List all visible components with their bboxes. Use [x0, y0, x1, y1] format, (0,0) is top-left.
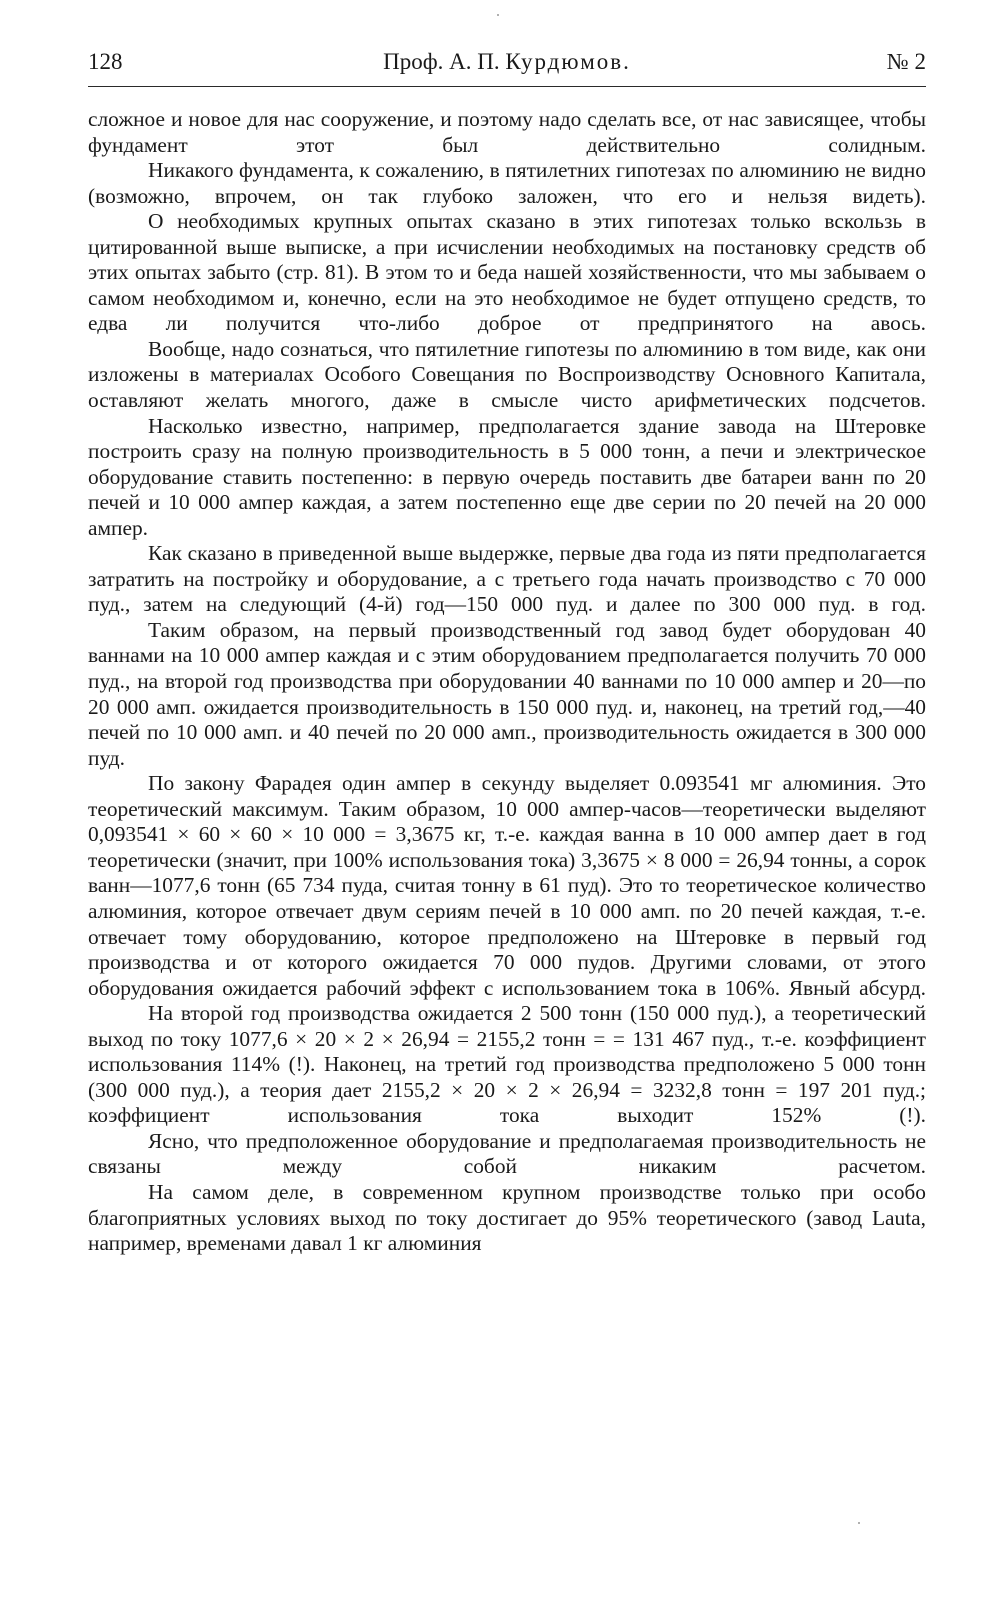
paragraph: Насколько известно, например, предполагается здание завода на Штеровке построить сразу на полную производительность в 5 000 тонн, а печи и электрическое оборудование ставить постепенно: в первую очередь поставить две батареи ванн по 20 печей и 10 000 ампер каждая, а затем постепенно еще две серии по 20 печей на 20 000 ампер.: [88, 413, 926, 540]
journal-page: [88, 40, 926, 1257]
paragraph-continued: сложное и новое для нас сооружение, и поэтому надо сделать все, от нас зависящее, чтобы фундамент этот был действительно солидным.: [88, 107, 926, 157]
issue-number: № 2: [886, 49, 926, 74]
paragraph: Как сказано в приведенной выше выдержке, первые два года из пяти предполагается затратить на постройку и оборудование, а с третьего года начать производство с 70 000 пуд., затем на следующий (4-й) год—150 000 пуд. и далее по 300 000 пуд. в год.: [88, 541, 926, 617]
running-header: [88, 40, 926, 84]
author-surname: Курдюмов.: [505, 49, 631, 74]
scan-speck: [497, 14, 499, 16]
page-number: 128: [88, 49, 123, 74]
article-body: [88, 107, 926, 1257]
paragraph: Таким образом, на первый производственный год завод будет оборудован 40 ваннами на 10 000 ампер каждая и с этим оборудованием предполагается получить 70 000 пуд., на второй год производства при оборудовании 40 ваннами по 10 000 ампер и 20—по 20 000 амп. ожидается производительность в 150 000 пуд. и, наконец, на третий год,—40 печей по 10 000 амп. и 40 печей по 20 000 амп., производительность ожидается в 300 000 пуд.: [88, 617, 926, 770]
paragraph-continues: На самом деле, в современном крупном производстве только при особо благоприятных условиях выход по току достигает до 95% теоретического (завод Lauta, например, временами давал 1 кг алюминия: [88, 1179, 926, 1256]
paragraph: По закону Фарадея один ампер в секунду выделяет 0.093541 мг алюминия. Это теоретический максимум. Таким образом, 10 000 ампер-часов—теоретически выделяют 0,093541 × 60 × 60 × 10 000 = 3,3675 кг, т.-е. каждая ванна в 10 000 ампер дает в год теоретически (значит, при 100% использования тока) 3,3675 × 8 000 = 26,94 тонны, а сорок ванн—1077,6 тонн (65 734 пуда, считая тонну в 61 пуд). Это то теоретическое количество алюминия, которое отвечает двум сериям печей в 10 000 амп. по 20 печей каждая, т.-е. отвечает тому оборудованию, которое предположено на Штеровке в первый год производства и от которого ожидается 70 000 пудов. Другими словами, от этого оборудования ожидается рабочий эффект с использованием тока в 106%. Явный абсурд.: [88, 771, 926, 1000]
running-title: [88, 48, 926, 76]
paragraph: Никакого фундамента, к сожалению, в пятилетних гипотезах по алюминию не видно (возможно, впрочем, он так глубоко заложен, что его и нельзя видеть).: [88, 158, 926, 208]
paragraph: На второй год производства ожидается 2 500 тонн (150 000 пуд.), а теоретический выход по току 1077,6 × 20 × 2 × 26,94 = 2155,2 тонн = = 131 467 пуд., т.-е. коэффициент использования 114% (!). Наконец, на третий год производства предположено 5 000 тонн (300 000 пуд.), а теория дает 2155,2 × 20 × 2 × 26,94 = 3232,8 тонн = 197 201 пуд.; коэффициент использования тока выходит 152% (!).: [88, 1001, 926, 1128]
scan-speck: [858, 1522, 860, 1524]
author-initials: Проф. А. П.: [383, 49, 500, 74]
header-rule: [88, 86, 926, 87]
paragraph: Вообще, надо сознаться, что пятилетние гипотезы по алюминию в том виде, как они изложены в материалах Особого Совещания по Воспроизводству Основного Капитала, оставляют желать многого, даже в смысле чисто арифметических подсчетов.: [88, 336, 926, 413]
paragraph: Ясно, что предположенное оборудование и предполагаемая производительность не связаны между собой никаким расчетом.: [88, 1128, 926, 1179]
paragraph: О необходимых крупных опытах сказано в этих гипотезах только вскользь в цитированной выше выписке, а при исчислении необходимых на постановку средств об этих опытах забыто (стр. 81). В этом то и беда нашей хозяйственности, что мы забываем о самом необходимом и, конечно, если на это необходимое не будет отпущено средств, то едва ли получится что-либо доброе от предпринятого на авось.: [88, 209, 926, 336]
